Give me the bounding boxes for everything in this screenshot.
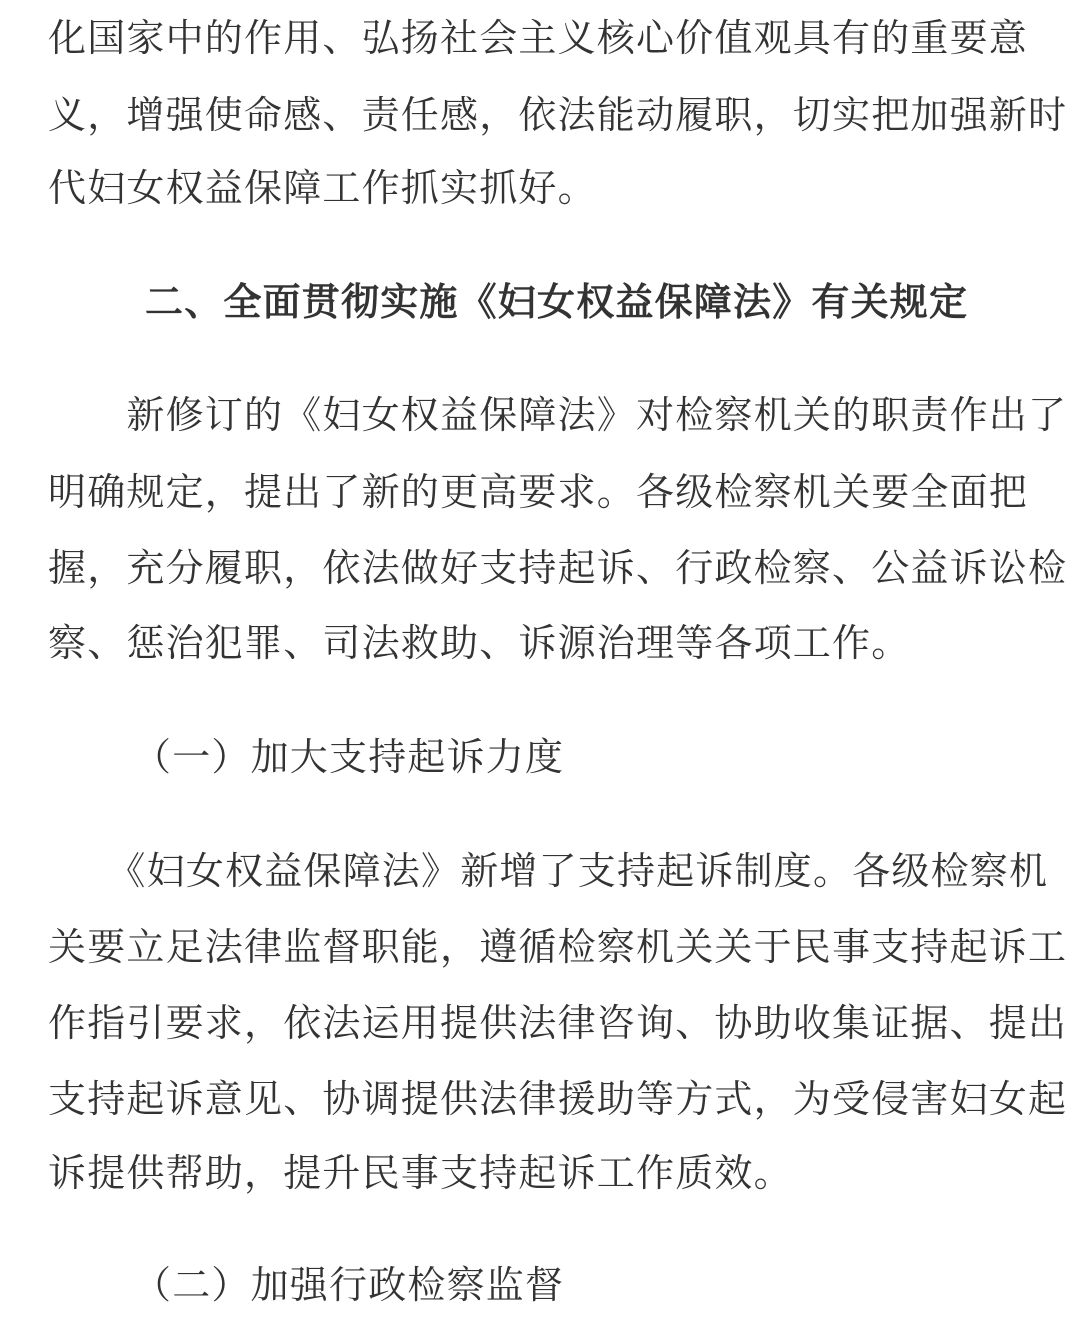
paragraph-line: 化国家中的作用、弘扬社会主义核心价值观具有的重要意 xyxy=(48,16,1029,60)
section-heading: 二、全面贯彻实施《妇女权益保障法》有关规定 xyxy=(145,280,969,324)
paragraph-line: 支持起诉意见、协调提供法律援助等方式，为受侵害妇女起 xyxy=(48,1077,1068,1121)
paragraph-line: 代妇女权益保障工作抓实抓好。 xyxy=(48,166,597,210)
paragraph-line: 明确规定，提出了新的更高要求。各级检察机关要全面把 xyxy=(48,470,1029,514)
subheading: （二）加强行政检察监督 xyxy=(133,1263,565,1307)
paragraph-line: 察、惩治犯罪、司法救助、诉源治理等各项工作。 xyxy=(48,621,911,665)
paragraph-line: 诉提供帮助，提升民事支持起诉工作质效。 xyxy=(48,1151,793,1195)
paragraph-line: 关要立足法律监督职能，遵循检察机关关于民事支持起诉工 xyxy=(48,925,1068,969)
paragraph-line: 义，增强使命感、责任感，依法能动履职，切实把加强新时 xyxy=(48,93,1068,137)
paragraph-line: 作指引要求，依法运用提供法律咨询、协助收集证据、提出 xyxy=(48,1001,1068,1045)
subheading: （一）加大支持起诉力度 xyxy=(133,735,565,779)
paragraph-line: 握，充分履职，依法做好支持起诉、行政检察、公益诉讼检 xyxy=(48,546,1068,590)
paragraph-line: 《妇女权益保障法》新增了支持起诉制度。各级检察机 xyxy=(48,849,1049,893)
paragraph-line: 新修订的《妇女权益保障法》对检察机关的职责作出了 xyxy=(48,393,1068,437)
